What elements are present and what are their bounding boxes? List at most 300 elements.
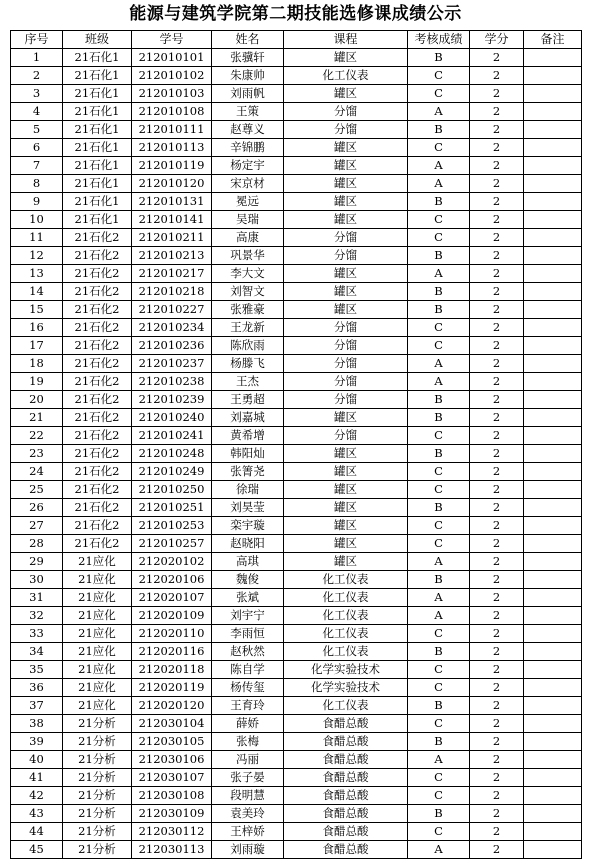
cell-name: 陈自学 [212,661,284,679]
cell-remarks [524,139,582,157]
cell-remarks [524,427,582,445]
cell-credit: 2 [470,391,524,409]
cell-course: 分馏 [284,319,408,337]
cell-student-id: 212030113 [132,841,212,859]
cell-remarks [524,67,582,85]
cell-name: 韩阳灿 [212,445,284,463]
cell-name: 魏俊 [212,571,284,589]
cell-name: 李雨恒 [212,625,284,643]
cell-index: 10 [11,211,63,229]
cell-name: 杨滕飞 [212,355,284,373]
cell-remarks [524,697,582,715]
cell-index: 16 [11,319,63,337]
cell-class: 21石化2 [63,373,132,391]
cell-credit: 2 [470,751,524,769]
cell-index: 31 [11,589,63,607]
cell-name: 巩景华 [212,247,284,265]
cell-grade: A [408,373,470,391]
cell-grade: B [408,643,470,661]
cell-student-id: 212030109 [132,805,212,823]
table-row [11,679,582,697]
cell-name: 高琪 [212,553,284,571]
table-row [11,571,582,589]
cell-grade: B [408,121,470,139]
cell-grade: C [408,229,470,247]
cell-student-id: 212030104 [132,715,212,733]
table-row [11,355,582,373]
cell-credit: 2 [470,607,524,625]
cell-grade: B [408,571,470,589]
cell-credit: 2 [470,535,524,553]
header-credit: 学分 [470,31,524,49]
cell-name: 刘嘉城 [212,409,284,427]
cell-grade: A [408,175,470,193]
cell-name: 杨传玺 [212,679,284,697]
cell-student-id: 212030105 [132,733,212,751]
cell-remarks [524,715,582,733]
cell-course: 分馏 [284,373,408,391]
header-remarks: 备注 [524,31,582,49]
cell-remarks [524,409,582,427]
cell-credit: 2 [470,481,524,499]
cell-credit: 2 [470,841,524,859]
cell-grade: C [408,463,470,481]
cell-remarks [524,841,582,859]
cell-course: 化工仪表 [284,607,408,625]
cell-course: 罐区 [284,193,408,211]
cell-class: 21石化2 [63,535,132,553]
cell-course: 罐区 [284,301,408,319]
grades-table [10,30,582,859]
cell-index: 42 [11,787,63,805]
table-row [11,715,582,733]
cell-student-id: 212010227 [132,301,212,319]
cell-student-id: 212010238 [132,373,212,391]
cell-class: 21石化1 [63,139,132,157]
cell-grade: A [408,355,470,373]
cell-index: 2 [11,67,63,85]
table-row [11,445,582,463]
cell-index: 22 [11,427,63,445]
cell-name: 刘雨璇 [212,841,284,859]
cell-student-id: 212020102 [132,553,212,571]
cell-student-id: 212020120 [132,697,212,715]
cell-index: 9 [11,193,63,211]
cell-remarks [524,643,582,661]
cell-class: 21石化2 [63,445,132,463]
cell-remarks [524,103,582,121]
cell-credit: 2 [470,697,524,715]
cell-course: 分馏 [284,355,408,373]
cell-class: 21分析 [63,715,132,733]
cell-student-id: 212010237 [132,355,212,373]
cell-index: 12 [11,247,63,265]
table-row [11,49,582,67]
cell-remarks [524,283,582,301]
table-row [11,661,582,679]
cell-name: 王杰 [212,373,284,391]
table-row [11,499,582,517]
cell-credit: 2 [470,409,524,427]
cell-class: 21石化2 [63,247,132,265]
cell-index: 18 [11,355,63,373]
cell-credit: 2 [470,643,524,661]
cell-name: 张斌 [212,589,284,607]
cell-remarks [524,373,582,391]
cell-course: 罐区 [284,49,408,67]
cell-name: 徐瑞 [212,481,284,499]
table-row [11,319,582,337]
cell-name: 王策 [212,103,284,121]
cell-student-id: 212010213 [132,247,212,265]
cell-remarks [524,247,582,265]
cell-class: 21分析 [63,751,132,769]
cell-class: 21石化2 [63,337,132,355]
cell-course: 分馏 [284,427,408,445]
cell-index: 29 [11,553,63,571]
table-row [11,157,582,175]
cell-grade: A [408,103,470,121]
cell-index: 39 [11,733,63,751]
table-row [11,373,582,391]
cell-class: 21石化2 [63,391,132,409]
cell-grade: C [408,427,470,445]
table-row [11,589,582,607]
cell-remarks [524,319,582,337]
cell-grade: A [408,553,470,571]
cell-index: 24 [11,463,63,481]
cell-course: 食醋总酸 [284,805,408,823]
cell-credit: 2 [470,85,524,103]
table-header-row [11,31,582,49]
cell-student-id: 212010101 [132,49,212,67]
cell-credit: 2 [470,373,524,391]
cell-grade: A [408,841,470,859]
cell-credit: 2 [470,517,524,535]
cell-course: 食醋总酸 [284,715,408,733]
table-row [11,193,582,211]
cell-class: 21石化2 [63,481,132,499]
cell-remarks [524,517,582,535]
cell-index: 3 [11,85,63,103]
cell-class: 21石化1 [63,49,132,67]
cell-student-id: 212020118 [132,661,212,679]
cell-name: 宋京材 [212,175,284,193]
table-row [11,823,582,841]
cell-class: 21石化1 [63,121,132,139]
cell-remarks [524,463,582,481]
cell-credit: 2 [470,247,524,265]
cell-student-id: 212020116 [132,643,212,661]
cell-student-id: 212010131 [132,193,212,211]
cell-class: 21石化1 [63,67,132,85]
cell-remarks [524,679,582,697]
cell-student-id: 212010236 [132,337,212,355]
cell-student-id: 212010113 [132,139,212,157]
cell-grade: A [408,157,470,175]
cell-course: 化工仪表 [284,571,408,589]
cell-credit: 2 [470,787,524,805]
cell-credit: 2 [470,139,524,157]
cell-credit: 2 [470,679,524,697]
table-row [11,211,582,229]
cell-remarks [524,265,582,283]
cell-course: 食醋总酸 [284,841,408,859]
table-row [11,391,582,409]
page-title: 能源与建筑学院第二期技能选修课成绩公示 [129,4,462,24]
cell-credit: 2 [470,121,524,139]
table-row [11,733,582,751]
cell-index: 32 [11,607,63,625]
cell-class: 21应化 [63,661,132,679]
cell-grade: B [408,445,470,463]
cell-credit: 2 [470,301,524,319]
cell-course: 分馏 [284,247,408,265]
table-row [11,481,582,499]
cell-grade: B [408,49,470,67]
cell-credit: 2 [470,265,524,283]
table-row [11,175,582,193]
cell-credit: 2 [470,319,524,337]
cell-class: 21石化1 [63,193,132,211]
cell-student-id: 212010239 [132,391,212,409]
table-row [11,247,582,265]
cell-course: 化学实验技术 [284,661,408,679]
table-row [11,121,582,139]
table-row [11,841,582,859]
cell-remarks [524,607,582,625]
cell-grade: C [408,625,470,643]
cell-name: 薛娇 [212,715,284,733]
cell-remarks [524,787,582,805]
cell-student-id: 212010108 [132,103,212,121]
cell-class: 21分析 [63,841,132,859]
cell-course: 罐区 [284,211,408,229]
cell-grade: C [408,769,470,787]
cell-student-id: 212010119 [132,157,212,175]
cell-index: 13 [11,265,63,283]
cell-student-id: 212020110 [132,625,212,643]
cell-name: 刘昊莹 [212,499,284,517]
cell-index: 41 [11,769,63,787]
cell-name: 朱康帅 [212,67,284,85]
cell-course: 分馏 [284,337,408,355]
header-grade: 考核成绩 [408,31,470,49]
cell-credit: 2 [470,769,524,787]
cell-index: 5 [11,121,63,139]
cell-class: 21石化1 [63,175,132,193]
cell-remarks [524,85,582,103]
cell-name: 刘宇宁 [212,607,284,625]
cell-credit: 2 [470,499,524,517]
cell-grade: A [408,607,470,625]
cell-name: 杨定宇 [212,157,284,175]
cell-grade: B [408,733,470,751]
cell-student-id: 212010102 [132,67,212,85]
cell-grade: C [408,823,470,841]
cell-student-id: 212030112 [132,823,212,841]
cell-index: 30 [11,571,63,589]
table-row [11,139,582,157]
cell-credit: 2 [470,175,524,193]
cell-credit: 2 [470,193,524,211]
table-row [11,103,582,121]
cell-remarks [524,805,582,823]
cell-index: 7 [11,157,63,175]
cell-name: 陈欣雨 [212,337,284,355]
cell-name: 王勇超 [212,391,284,409]
cell-remarks [524,481,582,499]
cell-class: 21石化2 [63,265,132,283]
cell-remarks [524,445,582,463]
cell-grade: C [408,67,470,85]
cell-class: 21应化 [63,607,132,625]
cell-grade: A [408,751,470,769]
cell-credit: 2 [470,211,524,229]
cell-index: 4 [11,103,63,121]
cell-course: 罐区 [284,139,408,157]
cell-grade: C [408,85,470,103]
cell-credit: 2 [470,823,524,841]
cell-class: 21石化2 [63,229,132,247]
cell-remarks [524,769,582,787]
table-row [11,805,582,823]
cell-course: 化工仪表 [284,643,408,661]
cell-index: 21 [11,409,63,427]
table-row [11,751,582,769]
header-class: 班级 [63,31,132,49]
cell-grade: C [408,715,470,733]
cell-credit: 2 [470,337,524,355]
cell-course: 化工仪表 [284,625,408,643]
cell-credit: 2 [470,49,524,67]
cell-name: 李大文 [212,265,284,283]
cell-remarks [524,625,582,643]
table-body [11,49,582,859]
cell-student-id: 212010249 [132,463,212,481]
cell-remarks [524,211,582,229]
cell-index: 43 [11,805,63,823]
table-row [11,535,582,553]
cell-index: 35 [11,661,63,679]
cell-grade: C [408,517,470,535]
table-row [11,265,582,283]
table-row [11,697,582,715]
cell-course: 罐区 [284,265,408,283]
cell-class: 21石化2 [63,427,132,445]
cell-credit: 2 [470,571,524,589]
cell-remarks [524,121,582,139]
cell-course: 食醋总酸 [284,823,408,841]
cell-name: 赵秋然 [212,643,284,661]
cell-class: 21分析 [63,787,132,805]
cell-course: 分馏 [284,103,408,121]
cell-remarks [524,193,582,211]
table-row [11,643,582,661]
cell-name: 袁美玲 [212,805,284,823]
cell-index: 38 [11,715,63,733]
table-row [11,229,582,247]
cell-remarks [524,553,582,571]
cell-credit: 2 [470,157,524,175]
cell-grade: C [408,679,470,697]
cell-course: 罐区 [284,409,408,427]
cell-course: 食醋总酸 [284,787,408,805]
table-row [11,787,582,805]
table-row [11,301,582,319]
cell-credit: 2 [470,445,524,463]
cell-name: 冯丽 [212,751,284,769]
table-row [11,463,582,481]
cell-index: 8 [11,175,63,193]
cell-index: 25 [11,481,63,499]
table-row [11,625,582,643]
cell-student-id: 212010141 [132,211,212,229]
cell-course: 罐区 [284,157,408,175]
cell-course: 分馏 [284,229,408,247]
cell-index: 19 [11,373,63,391]
cell-grade: B [408,391,470,409]
cell-course: 食醋总酸 [284,751,408,769]
cell-remarks [524,733,582,751]
cell-student-id: 212010250 [132,481,212,499]
cell-course: 罐区 [284,553,408,571]
cell-grade: B [408,193,470,211]
table-row [11,769,582,787]
cell-course: 罐区 [284,481,408,499]
cell-name: 张雅豪 [212,301,284,319]
cell-student-id: 212010240 [132,409,212,427]
cell-student-id: 212010111 [132,121,212,139]
cell-name: 栾宇璇 [212,517,284,535]
header-course: 课程 [284,31,408,49]
cell-remarks [524,157,582,175]
header-name: 姓名 [212,31,284,49]
cell-class: 21分析 [63,733,132,751]
cell-grade: B [408,301,470,319]
cell-course: 食醋总酸 [284,769,408,787]
table-row [11,67,582,85]
cell-grade: C [408,337,470,355]
cell-student-id: 212020107 [132,589,212,607]
cell-name: 刘雨帆 [212,85,284,103]
cell-remarks [524,823,582,841]
cell-index: 36 [11,679,63,697]
cell-remarks [524,571,582,589]
cell-name: 张骥轩 [212,49,284,67]
table-row [11,607,582,625]
cell-name: 段明慧 [212,787,284,805]
cell-name: 冕远 [212,193,284,211]
table-row [11,517,582,535]
cell-student-id: 212010217 [132,265,212,283]
cell-index: 23 [11,445,63,463]
cell-name: 王育玲 [212,697,284,715]
cell-course: 罐区 [284,283,408,301]
cell-credit: 2 [470,355,524,373]
cell-class: 21石化2 [63,517,132,535]
cell-name: 刘智文 [212,283,284,301]
cell-course: 化工仪表 [284,697,408,715]
cell-class: 21石化2 [63,283,132,301]
cell-name: 高康 [212,229,284,247]
cell-student-id: 212020109 [132,607,212,625]
cell-course: 罐区 [284,535,408,553]
cell-student-id: 212010218 [132,283,212,301]
cell-student-id: 212010241 [132,427,212,445]
cell-course: 罐区 [284,85,408,103]
cell-student-id: 212010257 [132,535,212,553]
